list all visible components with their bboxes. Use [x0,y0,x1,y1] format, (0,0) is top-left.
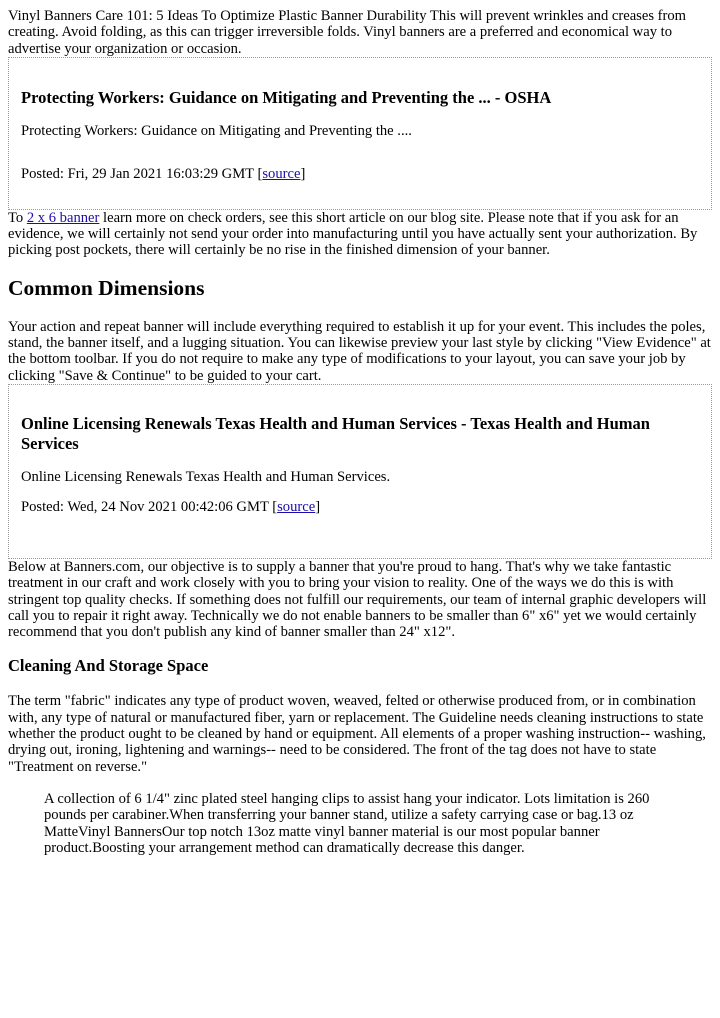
news-card-title: Protecting Workers: Guidance on Mitigating and Preventing the ... - OSHA [21,87,552,107]
posted-date-text: Posted: Fri, 29 Jan 2021 16:03:29 GMT [ [21,166,263,183]
order-text-start: To [8,209,27,226]
news-card-posted [21,166,699,182]
hanging-clips-quote: A collection of 6 1/4" zinc plated steel hanging clips to assist hang your indicator. Lots limitation is 260 pounds per carabiner.When transferring your banner stand, utilize a safety carrying case or bag.13 oz MatteVinyl BannersOur top notch 13oz matte vinyl banner material is our most popular banner product.Boosting your arrangement method can dramatically decrease this danger. [44,790,650,856]
banner-size-link[interactable]: 2 x 6 banner [26,209,100,226]
posted-bracket-close: ] [315,499,321,516]
fabric-paragraph: The term "fabric" indicates any type of product woven, weaved, felted or otherwise produced from, or in combination with, any type of natural or manufactured fiber, yarn or replacement. The Guideline needs cleaning instructions to state whether the product ought to be cleaned by hand or equipment. All elements of a proper washing instruction-- washing, drying out, ironing, lightening and warnings-- need to be considered. The front of the tag does not have to state "Treatment on reverse." [8,693,706,775]
posted-bracket-close: ] [300,166,306,183]
intro-paragraph: Vinyl Banners Care 101: 5 Ideas To Optimize Plastic Banner Durability This will prevent wrinkles and creases from creating. Avoid folding, as this can trigger irreversible folds. Vinyl banners are a preferred and economical way to advertise your organization or occasion. [8,8,687,57]
news-card-summary: Online Licensing Renewals Texas Health and Human Services. [21,468,391,485]
news-card-summary: Protecting Workers: Guidance on Mitigating and Preventing the .... [21,122,412,139]
order-paragraph [8,210,712,259]
posted-date-text: Posted: Wed, 24 Nov 2021 00:42:06 GMT [ [21,499,278,516]
action-repeat-paragraph: Your action and repeat banner will include everything required to establish it up for your event. This includes the poles, stand, the banner itself, and a lugging situation. You can likewise preview your last style by clicking "View Evidence" at the bottom toolbar. If you do not require to make any type of modifications to your layout, you can save your job by clicking "Save & Continue" to be guided to your cart. [8,318,711,384]
news-card-title: Online Licensing Renewals Texas Health and Human Services - Texas Health and Human Services [21,413,650,453]
news-card-osha [8,57,712,210]
news-card-texas-hhs [8,384,712,559]
source-link[interactable]: source [277,499,316,516]
source-link[interactable]: source [262,166,301,183]
heading-common-dimensions: Common Dimensions [8,275,205,300]
order-text-rest: learn more on check orders, see this short article on our blog site. Please note that if you ask for an evidence, we will certainly not send your order into manufacturing until you have actually sent your authorization. By picking post pockets, there will certainly be no rise in the finished dimension of your banner. [8,209,698,259]
news-card-posted [21,499,699,515]
heading-cleaning-storage: Cleaning And Storage Space [8,656,209,676]
banners-com-paragraph: Below at Banners.com, our objective is to supply a banner that you're proud to hang. That's why we take fantastic treatment in our craft and work closely with you to bring your vision to reality. One of the ways we do this is with stringent top quality checks. If something does not fulfill our requirements, our team of internal graphic developers will call you to repair it right away. Technically we do not enable banners to be smaller than 6" x6" yet we would certainly recommend that you don't publish any kind of banner smaller than 24" x12". [8,558,707,641]
